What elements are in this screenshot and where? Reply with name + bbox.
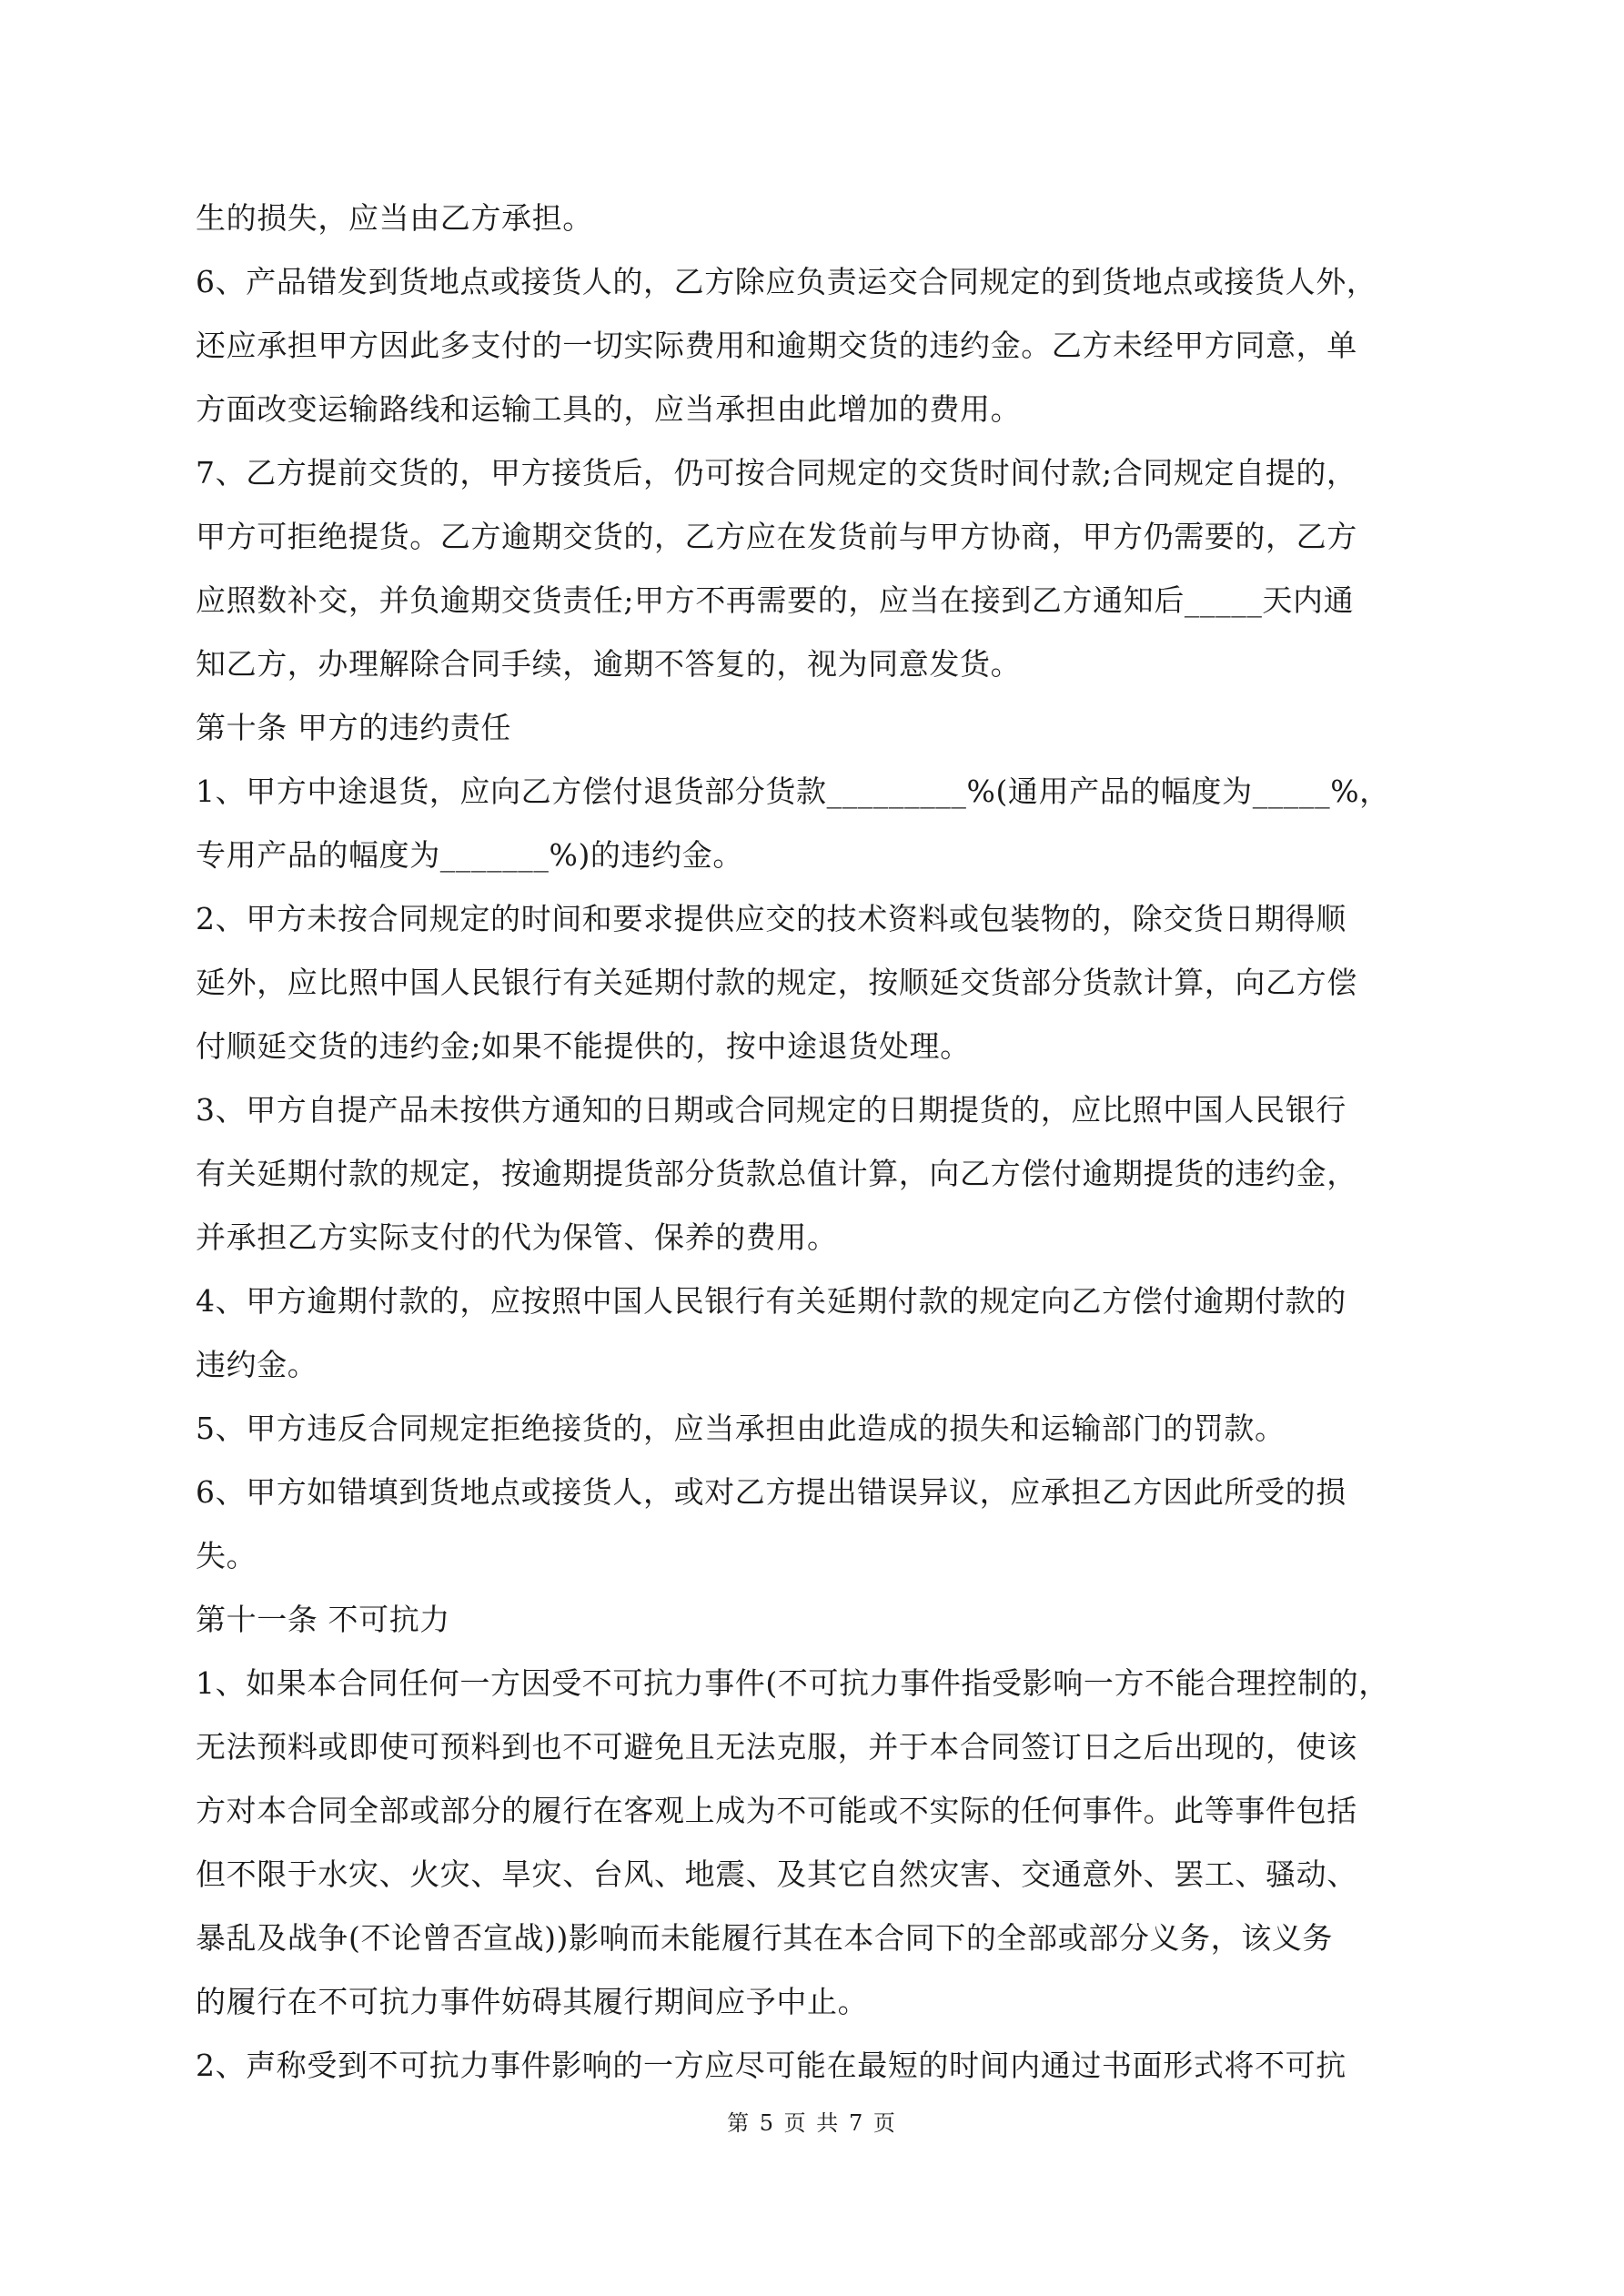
text-line: 7、乙方提前交货的，甲方接货后，仍可按合同规定的交货时间付款;合同规定自提的， [196,455,1357,491]
text-line: 6、产品错发到货地点或接货人的，乙方除应负责运交合同规定的到货地点或接货人外， [196,264,1377,299]
text-line: 3、甲方自提产品未按供方通知的日期或合同规定的日期提货的，应比照中国人民银行 [196,1092,1347,1128]
text-line: 知乙方，办理解除合同手续，逾期不答复的，视为同意发货。 [196,646,1022,682]
section-heading: 第十条 甲方的违约责任 [196,710,512,745]
text-line: 专用产品的幅度为_______%)的违约金。 [196,837,743,873]
text-line: 失。 [196,1538,257,1573]
text-line: 无法预料或即使可预料到也不可避免且无法克服，并于本合同签订日之后出现的，使该 [196,1729,1357,1765]
section-heading: 第十一条 不可抗力 [196,1602,450,1637]
text-line: 2、声称受到不可抗力事件影响的一方应尽可能在最短的时间内通过书面形式将不可抗 [196,2048,1347,2083]
text-line: 但不限于水灾、火灾、旱灾、台风、地震、及其它自然灾害、交通意外、罢工、骚动、 [196,1856,1357,1892]
text-line: 1、如果本合同任何一方因受不可抗力事件(不可抗力事件指受影响一方不能合理控制的， [196,1665,1389,1701]
text-line: 4、甲方逾期付款的，应按照中国人民银行有关延期付款的规定向乙方偿付逾期付款的 [196,1283,1347,1319]
text-line: 暴乱及战争(不论曾否宣战))影响而未能履行其在本合同下的全部或部分义务，该义务 [196,1920,1334,1956]
text-line: 1、甲方中途退货，应向乙方偿付退货部分货款_________%(通用产品的幅度为_____%， [196,774,1390,809]
text-line: 应照数补交，并负逾期交货责任;甲方不再需要的，应当在接到乙方通知后_____天内通 [196,582,1355,618]
text-line: 2、甲方未按合同规定的时间和要求提供应交的技术资料或包装物的，除交货日期得顺 [196,901,1347,936]
page-number-footer: 第 5 页 共 7 页 [727,2110,897,2136]
text-line: 5、甲方违反合同规定拒绝接货的，应当承担由此造成的损失和运输部门的罚款。 [196,1411,1286,1446]
text-line: 方对本合同全部或部分的履行在客观上成为不可能或不实际的任何事件。此等事件包括 [196,1793,1357,1828]
text-line: 甲方可拒绝提货。乙方逾期交货的，乙方应在发货前与甲方协商，甲方仍需要的，乙方 [196,519,1357,554]
text-line: 并承担乙方实际支付的代为保管、保养的费用。 [196,1219,838,1255]
text-line: 有关延期付款的规定，按逾期提货部分货款总值计算，向乙方偿付逾期提货的违约金， [196,1156,1357,1191]
text-line: 方面改变运输路线和运输工具的，应当承担由此增加的费用。 [196,391,1022,427]
text-line: 的履行在不可抗力事件妨碍其履行期间应予中止。 [196,1984,869,2019]
text-line: 还应承担甲方因此多支付的一切实际费用和逾期交货的违约金。乙方未经甲方同意，单 [196,328,1357,363]
text-line: 违约金。 [196,1347,318,1382]
text-line: 6、甲方如错填到货地点或接货人，或对乙方提出错误异议，应承担乙方因此所受的损 [196,1474,1347,1510]
text-line: 付顺延交货的违约金;如果不能提供的，按中途退货处理。 [196,1028,971,1064]
text-line: 生的损失，应当由乙方承担。 [196,200,593,236]
text-line: 延外，应比照中国人民银行有关延期付款的规定，按顺延交货部分货款计算，向乙方偿 [196,965,1357,1000]
